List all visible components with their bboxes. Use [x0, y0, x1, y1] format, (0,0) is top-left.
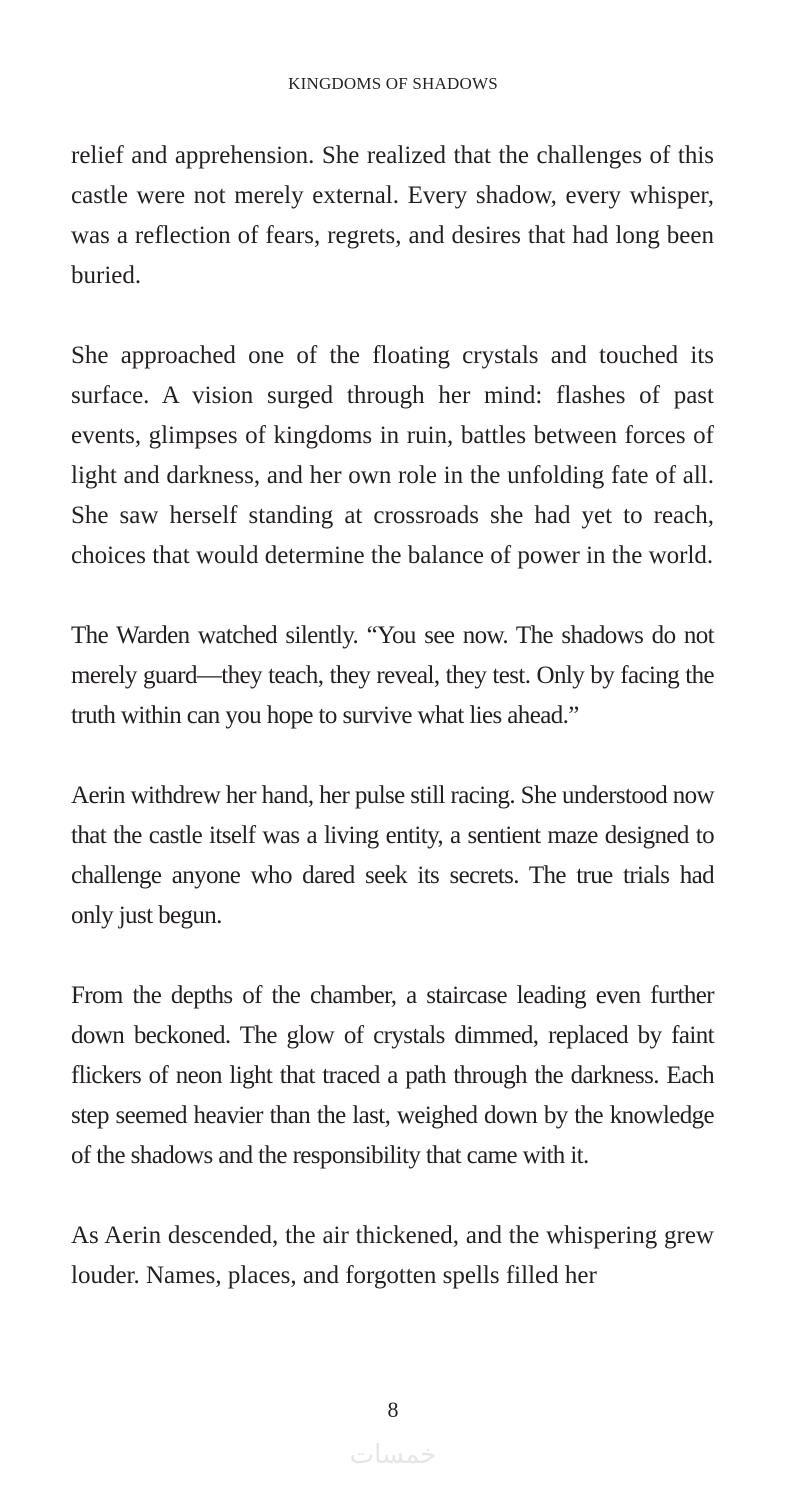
body-text: [71, 136, 714, 1336]
paragraph: She approached one of the floating crystals and touched its surface. A vision surged through her mind: flashes of past events, glimpses of kingdoms in ruin, battles between forces of light and darkness, and her own role in the unfolding fate of all. She saw herself standing at crossroads she had yet to reach, choices that would determine the balance of power in the world.: [71, 342, 714, 569]
paragraph: As Aerin descended, the air thickened, and the whispering grew louder. Names, places, and forgotten spells filled her: [71, 1222, 714, 1289]
paragraph: The Warden watched silently. “You see now. The shadows do not merely guard—they teach, they reveal, they test. Only by facing the truth within can you hope to survive what lies ahead.”: [71, 622, 714, 729]
paragraph: From the depths of the chamber, a staircase leading even further down beckoned. The glow of crystals dimmed, replaced by faint flickers of neon light that traced a path through the darkness. Each step seemed heavier than the last, weighed down by the knowledge of the shadows and the responsibility that came with it.: [71, 982, 714, 1169]
running-title: KINGDOMS OF SHADOWS: [288, 74, 498, 93]
page-number: 8: [387, 1397, 399, 1422]
paragraph: relief and apprehension. She realized that the challenges of this castle were not merely external. Every shadow, every whisper, was a reflection of fears, regrets, and desires that had long been buried.: [71, 142, 714, 289]
paragraph: Aerin withdrew her hand, her pulse still racing. She understood now that the castle itself was a living entity, a sentient maze designed to challenge anyone who dared seek its secrets. The true trials had only just begun.: [71, 782, 714, 929]
watermark: خمسات: [349, 1440, 437, 1470]
